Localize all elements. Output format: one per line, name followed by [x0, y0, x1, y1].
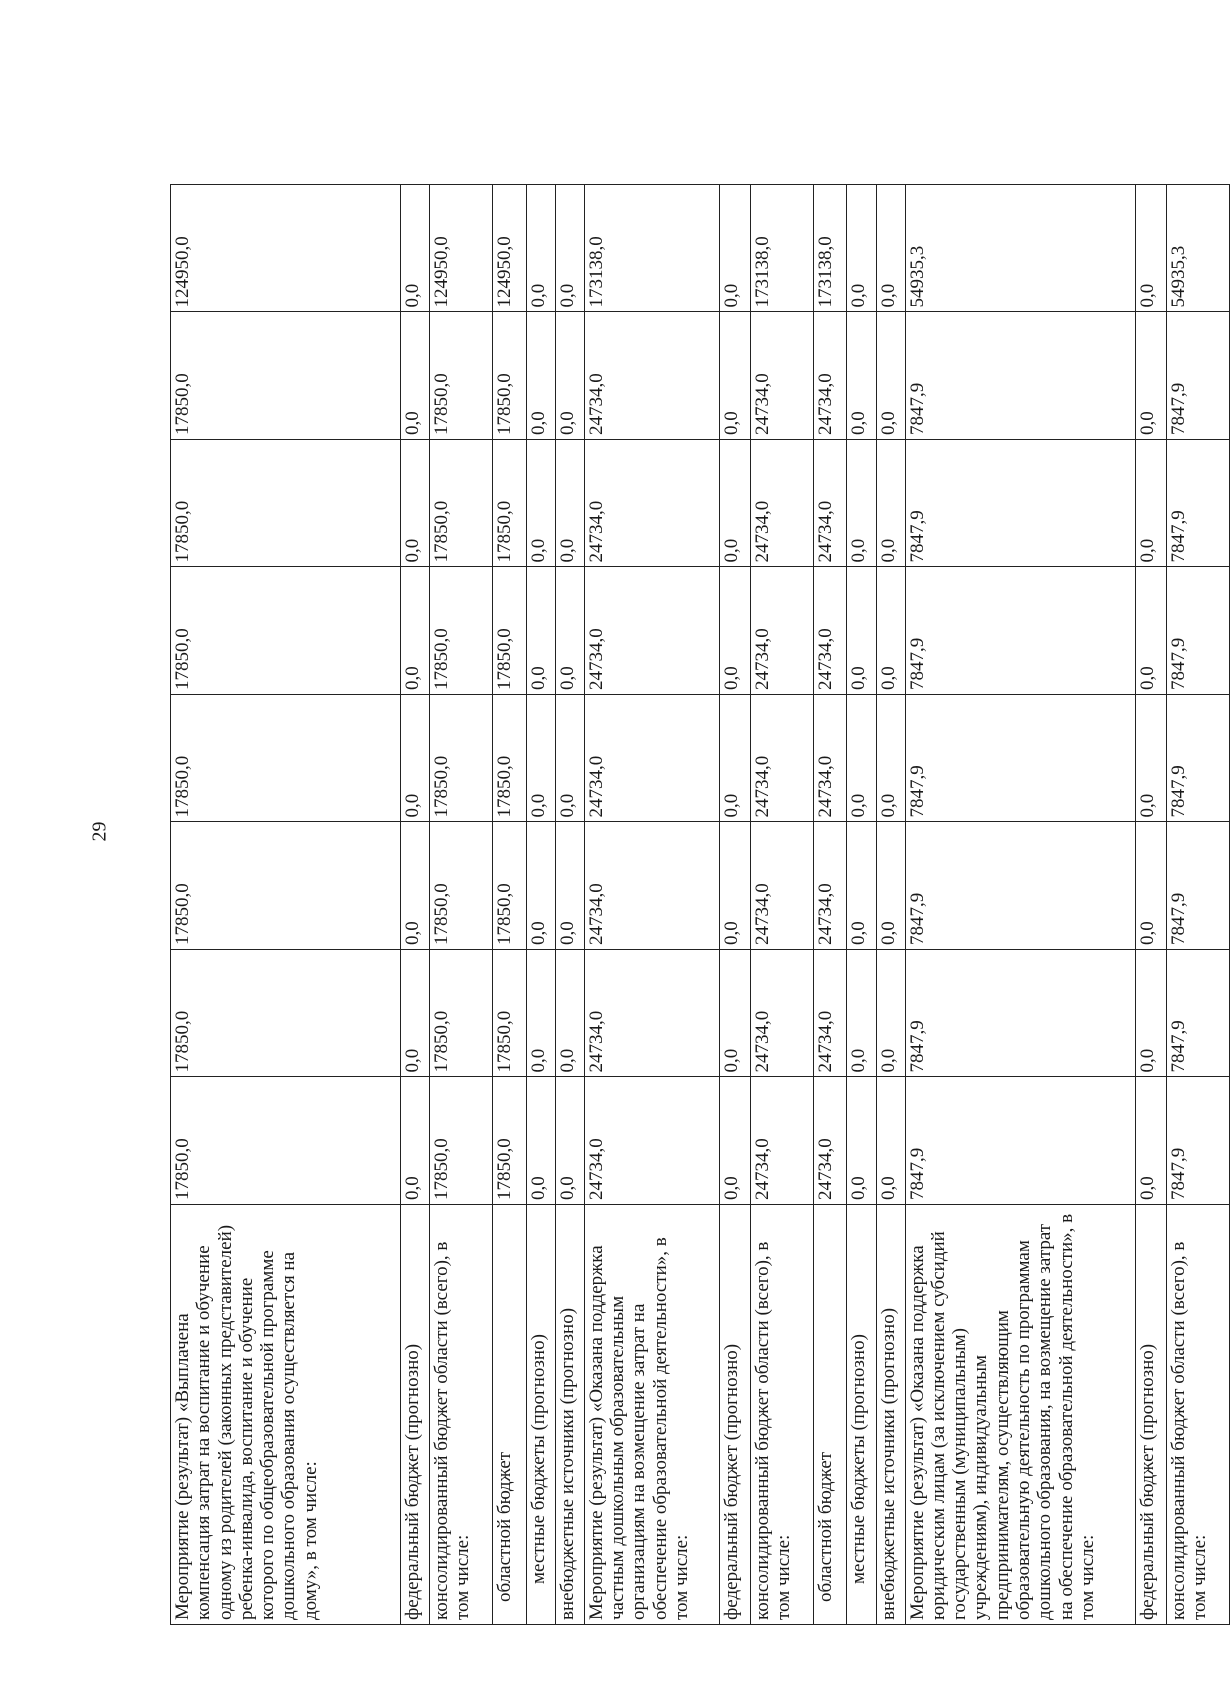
value-cell: 17850,0 — [492, 567, 526, 695]
value-cell: 0,0 — [526, 695, 555, 823]
value-cell: 0,0 — [847, 312, 876, 440]
value-cell: 17850,0 — [430, 440, 493, 568]
value-cell: 0,0 — [719, 185, 750, 313]
value-cell: 0,0 — [526, 440, 555, 568]
value-cell: 124950,0 — [171, 185, 401, 313]
value-cell: 0,0 — [526, 822, 555, 950]
row-label: местные бюджеты (прогнозно) — [526, 1205, 555, 1625]
value-cell: 0,0 — [555, 950, 584, 1078]
value-cell: 0,0 — [876, 185, 905, 313]
table-row — [430, 185, 493, 1625]
value-cell: 173138,0 — [750, 185, 813, 313]
value-cell: 24734,0 — [584, 440, 719, 568]
value-cell: 7847,9 — [905, 822, 1135, 950]
row-label: внебюджетные источники (прогнозно) — [555, 1205, 584, 1625]
value-cell: 0,0 — [719, 440, 750, 568]
value-cell: 0,0 — [555, 185, 584, 313]
value-cell: 7847,9 — [905, 312, 1135, 440]
value-cell: 24734,0 — [584, 312, 719, 440]
value-cell: 0,0 — [847, 567, 876, 695]
value-cell: 0,0 — [400, 822, 429, 950]
row-label: внебюджетные источники (прогнозно) — [876, 1205, 905, 1625]
value-cell: 0,0 — [1135, 312, 1166, 440]
value-cell: 0,0 — [400, 1077, 429, 1205]
table-row — [584, 185, 719, 1625]
row-label: Мероприятие (результат) «Оказана поддержка частным дошкольным образовательным организациям на возмещение затрат на обеспечение образовательной деятельности», в том числе: — [584, 1205, 719, 1625]
row-label: местные бюджеты (прогнозно) — [847, 1205, 876, 1625]
value-cell: 0,0 — [400, 312, 429, 440]
value-cell: 17850,0 — [171, 695, 401, 823]
value-cell: 7847,9 — [905, 1077, 1135, 1205]
value-cell: 7847,9 — [1167, 440, 1230, 568]
value-cell: 0,0 — [555, 312, 584, 440]
value-cell: 24734,0 — [584, 567, 719, 695]
value-cell: 17850,0 — [171, 1077, 401, 1205]
value-cell: 0,0 — [1135, 567, 1166, 695]
value-cell: 124950,0 — [492, 185, 526, 313]
value-cell: 17850,0 — [171, 950, 401, 1078]
value-cell: 0,0 — [1135, 950, 1166, 1078]
value-cell: 7847,9 — [905, 567, 1135, 695]
value-cell: 7847,9 — [1167, 695, 1230, 823]
value-cell: 17850,0 — [171, 312, 401, 440]
table-row — [876, 185, 905, 1625]
row-label: консолидированный бюджет области (всего), в том числе: — [1167, 1205, 1230, 1625]
value-cell: 0,0 — [876, 695, 905, 823]
value-cell: 17850,0 — [430, 312, 493, 440]
value-cell: 0,0 — [400, 695, 429, 823]
value-cell: 24734,0 — [813, 312, 847, 440]
value-cell: 17850,0 — [430, 822, 493, 950]
value-cell: 17850,0 — [171, 567, 401, 695]
value-cell: 24734,0 — [813, 567, 847, 695]
value-cell: 0,0 — [876, 440, 905, 568]
row-label: консолидированный бюджет области (всего), в том числе: — [430, 1205, 493, 1625]
value-cell: 17850,0 — [171, 440, 401, 568]
table-row — [1135, 185, 1166, 1625]
value-cell: 0,0 — [555, 822, 584, 950]
value-cell: 173138,0 — [584, 185, 719, 313]
value-cell: 54935,3 — [905, 185, 1135, 313]
value-cell: 17850,0 — [430, 695, 493, 823]
row-label: Мероприятие (результат) «Выплачена компенсация затрат на воспитание и обучение одному из родителей (законных представителей) ребенка-инвалида, воспитание и обучение которого по общеобразовательной программе дошкольного образования осуществляется на дому», в том числе: — [171, 1205, 401, 1625]
table-row — [905, 185, 1135, 1625]
table-row — [813, 185, 847, 1625]
value-cell: 7847,9 — [905, 950, 1135, 1078]
value-cell: 7847,9 — [905, 695, 1135, 823]
value-cell: 0,0 — [555, 1077, 584, 1205]
table-row — [526, 185, 555, 1625]
value-cell: 0,0 — [719, 695, 750, 823]
value-cell: 17850,0 — [492, 695, 526, 823]
value-cell: 0,0 — [526, 312, 555, 440]
value-cell: 24734,0 — [813, 440, 847, 568]
value-cell: 7847,9 — [905, 440, 1135, 568]
value-cell: 24734,0 — [750, 312, 813, 440]
value-cell: 7847,9 — [1167, 822, 1230, 950]
value-cell: 24734,0 — [813, 1077, 847, 1205]
value-cell: 0,0 — [1135, 695, 1166, 823]
value-cell: 0,0 — [526, 1077, 555, 1205]
value-cell: 17850,0 — [430, 567, 493, 695]
row-label: федеральный бюджет (прогнозно) — [719, 1205, 750, 1625]
row-label: федеральный бюджет (прогнозно) — [1135, 1205, 1166, 1625]
value-cell: 7847,9 — [1167, 1077, 1230, 1205]
value-cell: 0,0 — [847, 822, 876, 950]
table-row — [1167, 185, 1230, 1625]
value-cell: 0,0 — [719, 1077, 750, 1205]
value-cell: 24734,0 — [750, 950, 813, 1078]
value-cell: 0,0 — [1135, 185, 1166, 313]
value-cell: 0,0 — [400, 185, 429, 313]
value-cell: 0,0 — [719, 567, 750, 695]
value-cell: 0,0 — [1135, 1077, 1166, 1205]
value-cell: 0,0 — [847, 695, 876, 823]
value-cell: 24734,0 — [584, 822, 719, 950]
value-cell: 17850,0 — [430, 1077, 493, 1205]
value-cell: 0,0 — [876, 822, 905, 950]
row-label: федеральный бюджет (прогнозно) — [400, 1205, 429, 1625]
value-cell: 0,0 — [847, 1077, 876, 1205]
value-cell: 54935,3 — [1167, 185, 1230, 313]
value-cell: 17850,0 — [492, 440, 526, 568]
budget-table — [170, 184, 1230, 1625]
value-cell: 24734,0 — [813, 695, 847, 823]
value-cell: 7847,9 — [1167, 567, 1230, 695]
value-cell: 17850,0 — [171, 822, 401, 950]
value-cell: 173138,0 — [813, 185, 847, 313]
value-cell: 0,0 — [1135, 822, 1166, 950]
value-cell: 0,0 — [400, 950, 429, 1078]
value-cell: 0,0 — [1135, 440, 1166, 568]
value-cell: 17850,0 — [492, 822, 526, 950]
value-cell: 0,0 — [555, 567, 584, 695]
value-cell: 0,0 — [847, 185, 876, 313]
value-cell: 0,0 — [555, 440, 584, 568]
page-number: 29 — [88, 821, 111, 842]
budget-table-frame — [170, 185, 1230, 1625]
value-cell: 0,0 — [876, 950, 905, 1078]
value-cell: 0,0 — [847, 440, 876, 568]
row-label: областной бюджет — [813, 1205, 847, 1625]
value-cell: 17850,0 — [492, 1077, 526, 1205]
row-label: Мероприятие (результат) «Оказана поддержка юридическим лицам (за исключением субсидий государственным (муниципальным) учреждениям), индивидуальным предпринимателям, осуществляющим образовательную деятельность по программам дошкольного образования, на возмещение затрат на обеспечение образовательной деятельности», в том числе: — [905, 1205, 1135, 1625]
value-cell: 17850,0 — [430, 950, 493, 1078]
value-cell: 7847,9 — [1167, 950, 1230, 1078]
table-row — [492, 185, 526, 1625]
value-cell: 0,0 — [876, 567, 905, 695]
table-row — [400, 185, 429, 1625]
value-cell: 7847,9 — [1167, 312, 1230, 440]
value-cell: 24734,0 — [750, 1077, 813, 1205]
value-cell: 0,0 — [400, 440, 429, 568]
value-cell: 0,0 — [876, 312, 905, 440]
value-cell: 24734,0 — [813, 822, 847, 950]
value-cell: 0,0 — [555, 695, 584, 823]
table-row — [171, 185, 401, 1625]
value-cell: 24734,0 — [584, 1077, 719, 1205]
value-cell: 0,0 — [526, 185, 555, 313]
value-cell: 24734,0 — [813, 950, 847, 1078]
value-cell: 0,0 — [526, 950, 555, 1078]
value-cell: 0,0 — [719, 822, 750, 950]
value-cell: 17850,0 — [492, 950, 526, 1078]
value-cell: 0,0 — [526, 567, 555, 695]
budget-table-body — [171, 185, 1230, 1625]
table-row — [555, 185, 584, 1625]
table-row — [719, 185, 750, 1625]
table-row — [750, 185, 813, 1625]
value-cell: 24734,0 — [750, 440, 813, 568]
value-cell: 124950,0 — [430, 185, 493, 313]
value-cell: 0,0 — [876, 1077, 905, 1205]
value-cell: 24734,0 — [750, 695, 813, 823]
value-cell: 24734,0 — [750, 567, 813, 695]
value-cell: 17850,0 — [492, 312, 526, 440]
value-cell: 24734,0 — [584, 950, 719, 1078]
value-cell: 0,0 — [719, 312, 750, 440]
row-label: консолидированный бюджет области (всего), в том числе: — [750, 1205, 813, 1625]
value-cell: 0,0 — [719, 950, 750, 1078]
value-cell: 24734,0 — [584, 695, 719, 823]
table-row — [847, 185, 876, 1625]
row-label: областной бюджет — [492, 1205, 526, 1625]
value-cell: 0,0 — [400, 567, 429, 695]
value-cell: 0,0 — [847, 950, 876, 1078]
value-cell: 24734,0 — [750, 822, 813, 950]
